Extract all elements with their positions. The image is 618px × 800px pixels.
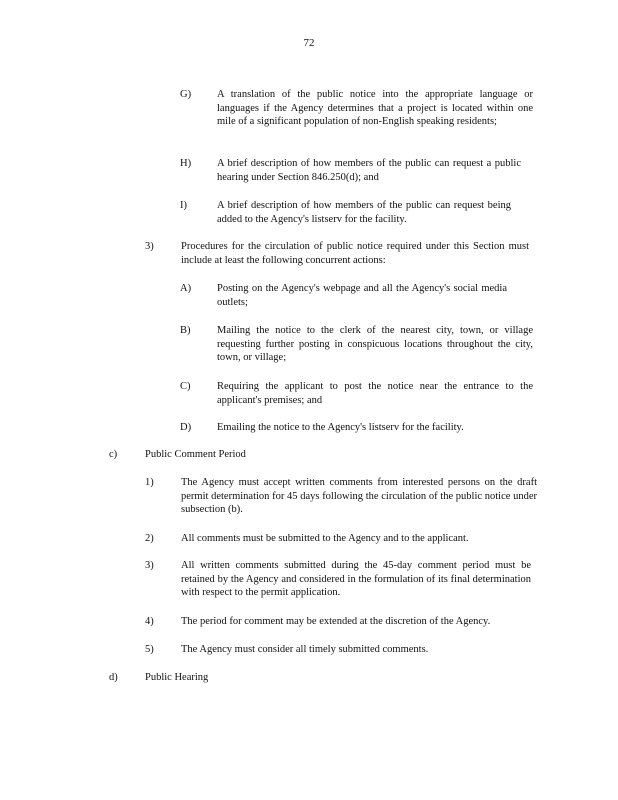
item-text-2: All comments must be submitted to the Agency and to the applicant. (181, 533, 469, 544)
item-label-c: C) (180, 381, 191, 392)
item-label-4: 4) (145, 616, 154, 627)
item-text-4: The period for comment may be extended at the discretion of the Agency. (181, 616, 491, 627)
item-label-5: 5) (145, 644, 154, 655)
item-text-a: Posting on the Agency's webpage and all the Agency's social media outlets; (217, 283, 507, 308)
item-text-g: A translation of the public notice into the appropriate language or languages if the Agency determines that a project is located within one mile of a significant population of non-English speaking residents; (217, 89, 533, 128)
section-heading-public-hearing: Public Hearing (145, 672, 209, 683)
item-label-2: 2) (145, 533, 154, 544)
item-label-i: I) (180, 200, 187, 211)
item-text-3b: All written comments submitted during the 45-day comment period must be retained by the Agency and considered in the formulation of its final determination with respect to the permit application. (181, 560, 531, 599)
item-text-3: Procedures for the circulation of public notice required under this Section must include at least the following concurrent actions: (181, 241, 529, 266)
page-number: 72 (303, 37, 315, 49)
item-text-d: Emailing the notice to the Agency's listserv for the facility. (217, 422, 464, 433)
item-label-a: A) (180, 283, 192, 294)
item-label-h: H) (180, 158, 192, 169)
item-text-c: Requiring the applicant to post the notice near the entrance to the applicant's premises; and (217, 381, 533, 406)
item-text-h: A brief description of how members of the public can request a public hearing under Section 846.250(d); and (217, 158, 521, 183)
item-label-d: D) (180, 422, 192, 433)
item-label-b: B) (180, 325, 191, 336)
item-label-1: 1) (145, 477, 154, 488)
item-label-3: 3) (145, 241, 154, 252)
section-label-c: c) (109, 449, 118, 460)
item-text-b: Mailing the notice to the clerk of the nearest city, town, or village requesting further posting in conspicuous locations throughout the city, town, or village; (217, 325, 533, 364)
item-text-i: A brief description of how members of the public can request being added to the Agency's listserv for the facility. (217, 200, 511, 225)
section-label-d: d) (109, 672, 118, 683)
section-heading-public-comment-period: Public Comment Period (145, 449, 246, 460)
item-text-5: The Agency must consider all timely submitted comments. (181, 644, 429, 655)
item-text-1: The Agency must accept written comments from interested persons on the draft permit determination for 45 days following the circulation of the public notice under subsection (b). (181, 477, 537, 516)
item-label-g: G) (180, 89, 192, 100)
item-label-3b: 3) (145, 560, 154, 571)
